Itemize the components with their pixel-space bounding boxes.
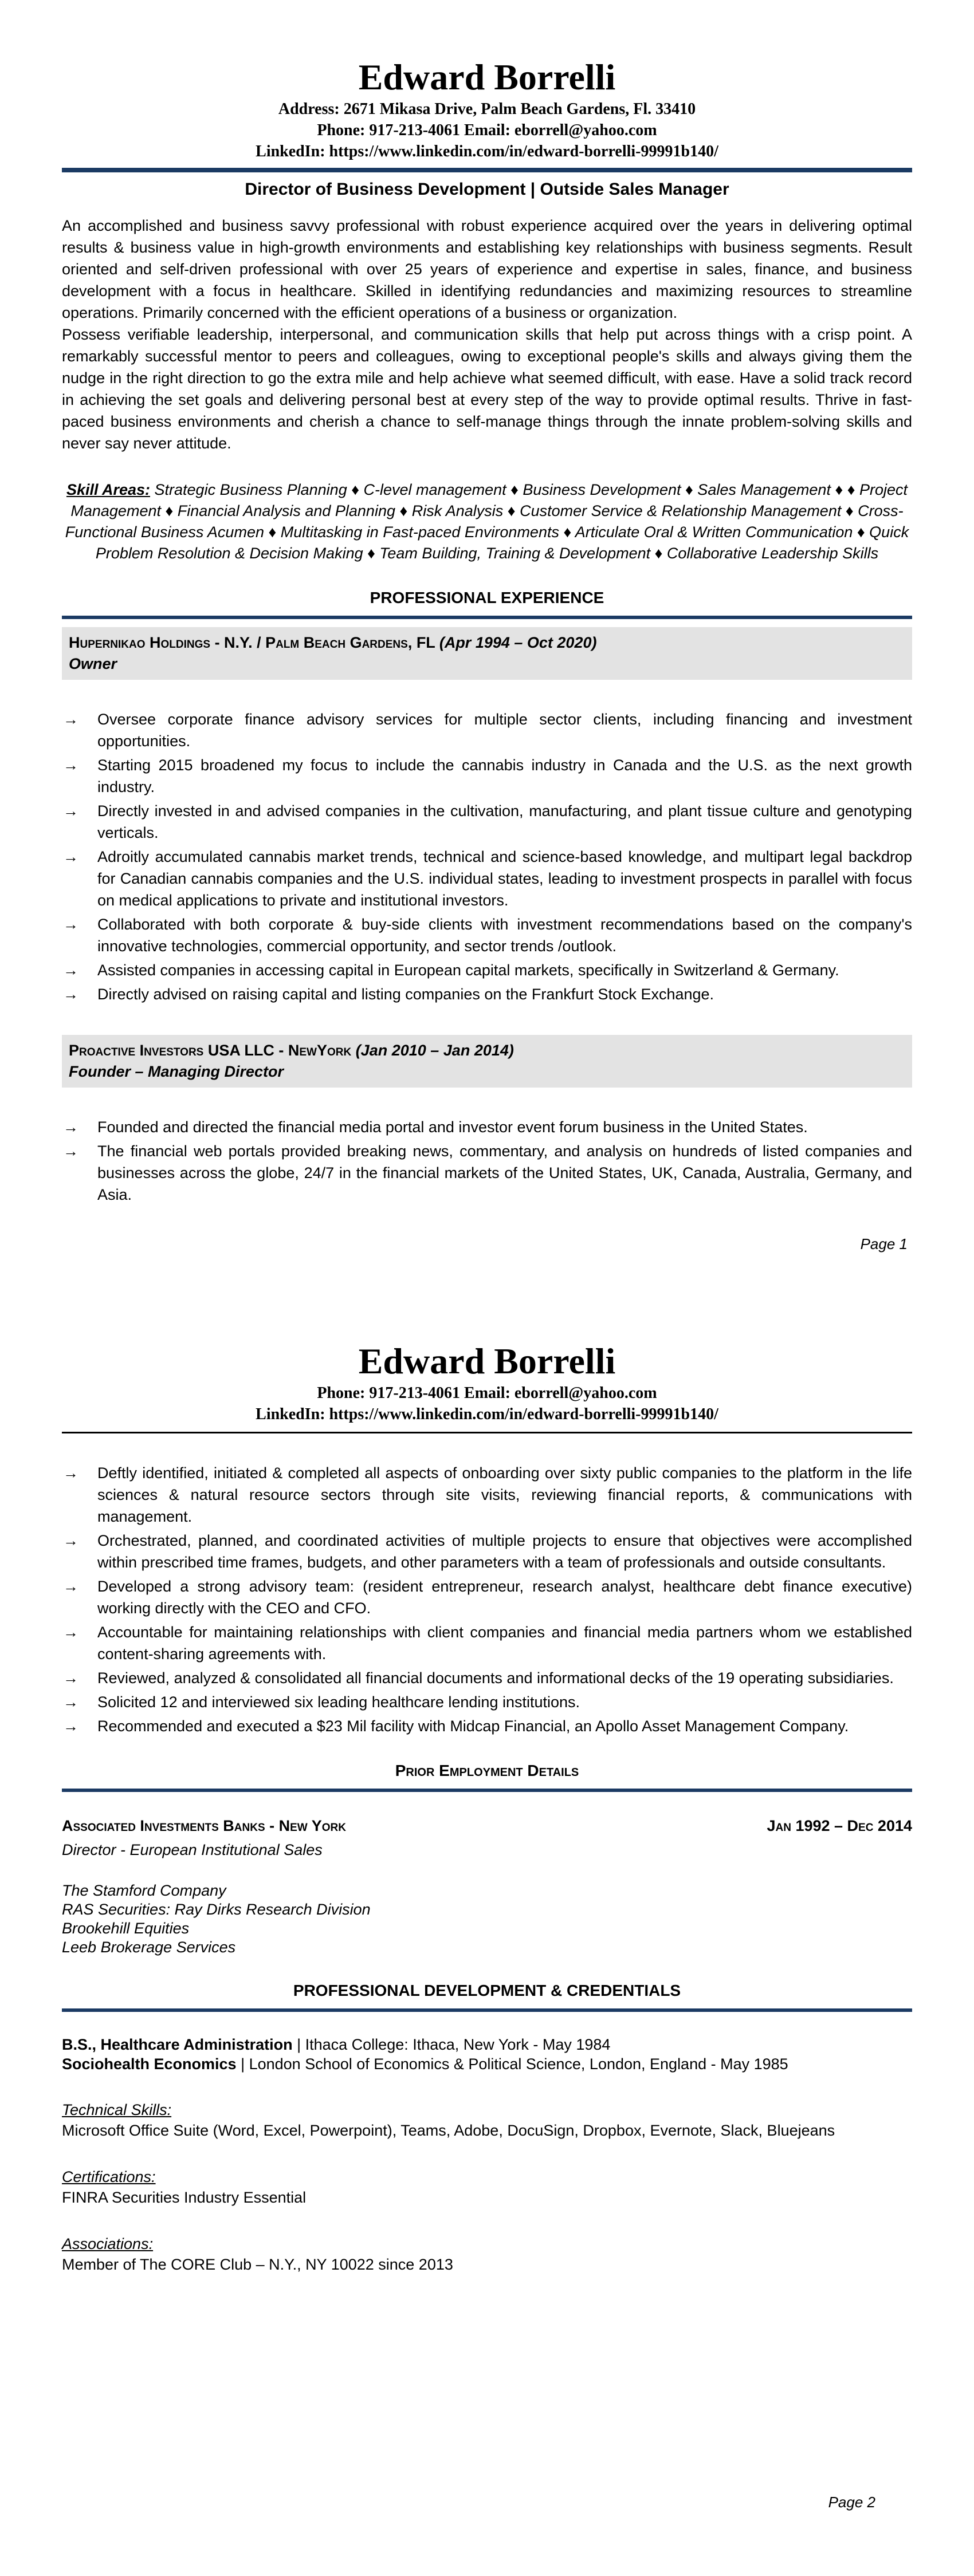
section-divider-rule (62, 616, 912, 619)
firm-item: Leeb Brokerage Services (62, 1939, 236, 1956)
bullet-item (62, 800, 912, 844)
page-number-footer: Page 2 (828, 2494, 875, 2511)
bullet-item (62, 1715, 912, 1737)
section-heading-prior-employment: Prior Employment Details (395, 1762, 579, 1779)
associations-label: Associations: (62, 2235, 154, 2252)
arrow-bullet-icon: → (63, 1464, 78, 1482)
continued-bullet-list (62, 1462, 912, 1737)
document-body (0, 56, 974, 2275)
certifications-label: Certifications: (62, 2168, 156, 2185)
education-item (62, 2035, 912, 2054)
bullet-text: Recommended and executed a $23 Mil facility with Midcap Financial, an Apollo Asset Management Company. (97, 1718, 849, 1735)
summary-paragraph: Possess verifiable leadership, interpersonal, and communication skills that help put across things with a crisp point. A remarkably successful mentor to peers and colleagues, owing to exceptional people's skills and always giving them the nudge in the right direction to go the extra mile and help achieve what seemed difficult, with ease. Have a solid track record in achieving the set goals and delivering personal best at every step of the way to provide optimal results. Thrive in fast-paced business environments and cherish a chance to self-manage things through the innate problem-solving skills and never say never attitude. (62, 326, 912, 452)
firm-item: The Stamford Company (62, 1882, 226, 1899)
bullet-text: Solicited 12 and interviewed six leading healthcare lending institutions. (97, 1693, 580, 1711)
job-header-band (62, 1035, 912, 1088)
bullet-text: Oversee corporate finance advisory services for multiple sector clients, including financing and investment opportunities. (97, 711, 912, 750)
bullet-item (62, 1530, 912, 1573)
skill-areas-text: Strategic Business Planning ♦ C-level management ♦ Business Development ♦ Sales Management ♦ ♦ Project Management ♦ Financial Analysis and Planning ♦ Risk Analysis ♦ Customer Service & Relationship Management ♦ Cross-Functional Business Acumen ♦ Multitasking in Fast-paced Environments ♦ Articulate Oral & Written Communication ♦ Quick Problem Resolution & Decision Making ♦ Team Building, Training & Development ♦ Collaborative Leadership Skills (65, 481, 909, 562)
arrow-bullet-icon: → (63, 802, 78, 820)
headline-title: Director of Business Development | Outside Sales Manager (245, 180, 729, 199)
bullet-item (62, 1462, 912, 1527)
job-dates: (Jan 2010 – Jan 2014) (355, 1042, 514, 1059)
page2-header-rule (62, 1432, 912, 1433)
company-name: Proactive Investors USA LLC - NewYork (69, 1042, 356, 1059)
section-heading-professional-experience: PROFESSIONAL EXPERIENCE (370, 589, 604, 606)
bullet-item (62, 983, 912, 1005)
bullet-text: Reviewed, analyzed & consolidated all financial documents and informational decks of the 19 operating subsidiaries. (97, 1669, 894, 1687)
bullet-text: Deftly identified, initiated & completed all aspects of onboarding over sixty public companies to the platform in the life sciences & natural resource sectors through site visits, reviewing financial reports, & communications with management. (97, 1464, 912, 1525)
associations-label-line (62, 2234, 912, 2254)
bullet-item (62, 846, 912, 911)
job-header-band (62, 627, 912, 680)
job-company-line (69, 1040, 905, 1061)
linkedin-line: LinkedIn: https://www.linkedin.com/in/edward-borrelli-99991b140/ (256, 143, 718, 160)
bullet-text: Assisted companies in accessing capital in European capital markets, specifically in Switzerland & Germany. (97, 962, 839, 979)
arrow-bullet-icon: → (63, 848, 78, 865)
arrow-bullet-icon: → (63, 1624, 78, 1641)
bullet-item (62, 1621, 912, 1665)
bullet-text: Starting 2015 broadened my focus to include the cannabis industry in Canada and the U.S. as the next growth industry. (97, 757, 912, 795)
bullet-item (62, 959, 912, 981)
bullet-text: Directly invested in and advised companies in the cultivation, manufacturing, and plant tissue culture and genotyping verticals. (97, 802, 912, 841)
firm-item: Brookehill Equities (62, 1920, 190, 1937)
phone-email-line: Phone: 917-213-4061 Email: eborrell@yahoo.com (317, 1384, 657, 1402)
arrow-bullet-icon: → (63, 1693, 78, 1711)
bullet-text: Developed a strong advisory team: (resident entrepreneur, research analyst, healthcare debt finance executive) working directly with the CEO and CFO. (97, 1578, 912, 1617)
education-item (62, 2054, 912, 2074)
education-detail: | London School of Economics & Political Science, London, England - May 1985 (241, 2055, 788, 2073)
prior-job-title: Director - European Institutional Sales (62, 1841, 323, 1858)
job-company-line (69, 632, 905, 653)
bullet-item (62, 754, 912, 798)
section-heading-development: PROFESSIONAL DEVELOPMENT & CREDENTIALS (293, 1982, 681, 1999)
linkedin-line: LinkedIn: https://www.linkedin.com/in/edward-borrelli-99991b140/ (256, 1405, 718, 1423)
arrow-bullet-icon: → (63, 1578, 78, 1595)
arrow-bullet-icon: → (63, 1118, 78, 1136)
bullet-text: The financial web portals provided breaking news, commentary, and analysis on hundreds of listed companies and businesses across the globe, 24/7 in the financial markets of the United States, UK, Canada, Australia, Germany, and Asia. (97, 1143, 912, 1203)
bullet-item (62, 1691, 912, 1713)
address-line: Address: 2671 Mikasa Drive, Palm Beach Gardens, Fl. 33410 (278, 100, 696, 118)
technical-skills-label-line (62, 2100, 912, 2120)
arrow-bullet-icon: → (63, 711, 78, 728)
candidate-name: Edward Borrelli (358, 1341, 616, 1381)
job-title: Founder – Managing Director (69, 1063, 284, 1080)
certifications-text: FINRA Securities Industry Essential (62, 2189, 307, 2206)
arrow-bullet-icon: → (63, 1669, 78, 1687)
bullet-item (62, 1667, 912, 1689)
company-name: Associated Investments Banks - New York (62, 1817, 346, 1834)
bullet-item (62, 913, 912, 957)
skill-areas-label: Skill Areas: (66, 481, 151, 498)
bullet-text: Collaborated with both corporate & buy-side clients with investment recommendations based on the company's innovative technologies, commercial opportunity, and sector trends /outlook. (97, 916, 912, 955)
bullet-text: Adroitly accumulated cannabis market trends, technical and science-based knowledge, and multipart legal backdrop for Canadian cannabis companies and the U.S. individual states, leading to investment prospects in parallel with focus on medical applications to private and institutional investors. (97, 848, 912, 909)
prior-company-row (62, 1816, 912, 1836)
bullet-text: Founded and directed the financial media portal and investor event forum business in the United States. (97, 1118, 808, 1136)
company-name: Hupernikao Holdings - N.Y. / Palm Beach Gardens, FL (69, 634, 439, 651)
arrow-bullet-icon: → (63, 962, 78, 979)
employment-dates: Jan 1992 – Dec 2014 (767, 1817, 912, 1834)
summary-section (62, 215, 912, 454)
arrow-bullet-icon: → (63, 1143, 78, 1160)
prior-firm-list (62, 1881, 912, 1957)
firm-item: RAS Securities: Ray Dirks Research Division (62, 1901, 371, 1918)
resume-document (0, 56, 974, 2576)
arrow-bullet-icon: → (63, 1532, 78, 1549)
header-divider-rule (62, 168, 912, 172)
bullet-item (62, 1575, 912, 1619)
bullet-text: Accountable for maintaining relationships with client companies and financial media partners whom we established content-sharing agreements with. (97, 1624, 912, 1663)
arrow-bullet-icon: → (63, 757, 78, 774)
section-divider-rule (62, 1789, 912, 1792)
phone-email-line: Phone: 917-213-4061 Email: eborrell@yahoo.com (317, 121, 657, 139)
skill-areas (62, 479, 912, 564)
arrow-bullet-icon: → (63, 986, 78, 1003)
arrow-bullet-icon: → (63, 1718, 78, 1735)
education-program: Sociohealth Economics (62, 2055, 241, 2073)
candidate-name: Edward Borrelli (358, 57, 616, 97)
job-bullet-list (62, 708, 912, 1005)
summary-paragraph: An accomplished and business savvy professional with robust experience acquired over the years in delivering optimal results & business value in high-growth environments and establishing key relationships with business segments. Result oriented and self-driven professional with over 25 years of experience and expertise in sales, finance, and business development with a focus in healthcare. Skilled in identifying redundancies and maximizing resources to streamline operations. Primarily concerned with the efficient operations of a business or organization. (62, 217, 912, 321)
technical-skills-text: Microsoft Office Suite (Word, Excel, Powerpoint), Teams, Adobe, DocuSign, Dropbox, Evernote, Slack, Bluejeans (62, 2122, 835, 2139)
bullet-item (62, 1140, 912, 1206)
arrow-bullet-icon: → (63, 916, 78, 933)
technical-skills-label: Technical Skills: (62, 2101, 172, 2118)
bullet-text: Directly advised on raising capital and listing companies on the Frankfurt Stock Exchange. (97, 986, 714, 1003)
bullet-item (62, 708, 912, 752)
education-program: B.S., Healthcare Administration (62, 2036, 297, 2053)
bullet-item (62, 1116, 912, 1138)
job-title: Owner (69, 655, 117, 672)
job-bullet-list (62, 1116, 912, 1206)
page-number-footer: Page 1 (860, 1235, 908, 1252)
job-dates: (Apr 1994 – Oct 2020) (439, 634, 597, 651)
section-divider-rule (62, 2008, 912, 2012)
associations-text: Member of The CORE Club – N.Y., NY 10022 since 2013 (62, 2256, 453, 2273)
education-list (62, 2035, 912, 2074)
certifications-label-line (62, 2167, 912, 2187)
education-detail: | Ithaca College: Ithaca, New York - May 1984 (297, 2036, 611, 2053)
bullet-text: Orchestrated, planned, and coordinated activities of multiple projects to ensure that objectives were accomplished within prescribed time frames, budgets, and other parameters with a team of professionals and outside consultants. (97, 1532, 912, 1571)
